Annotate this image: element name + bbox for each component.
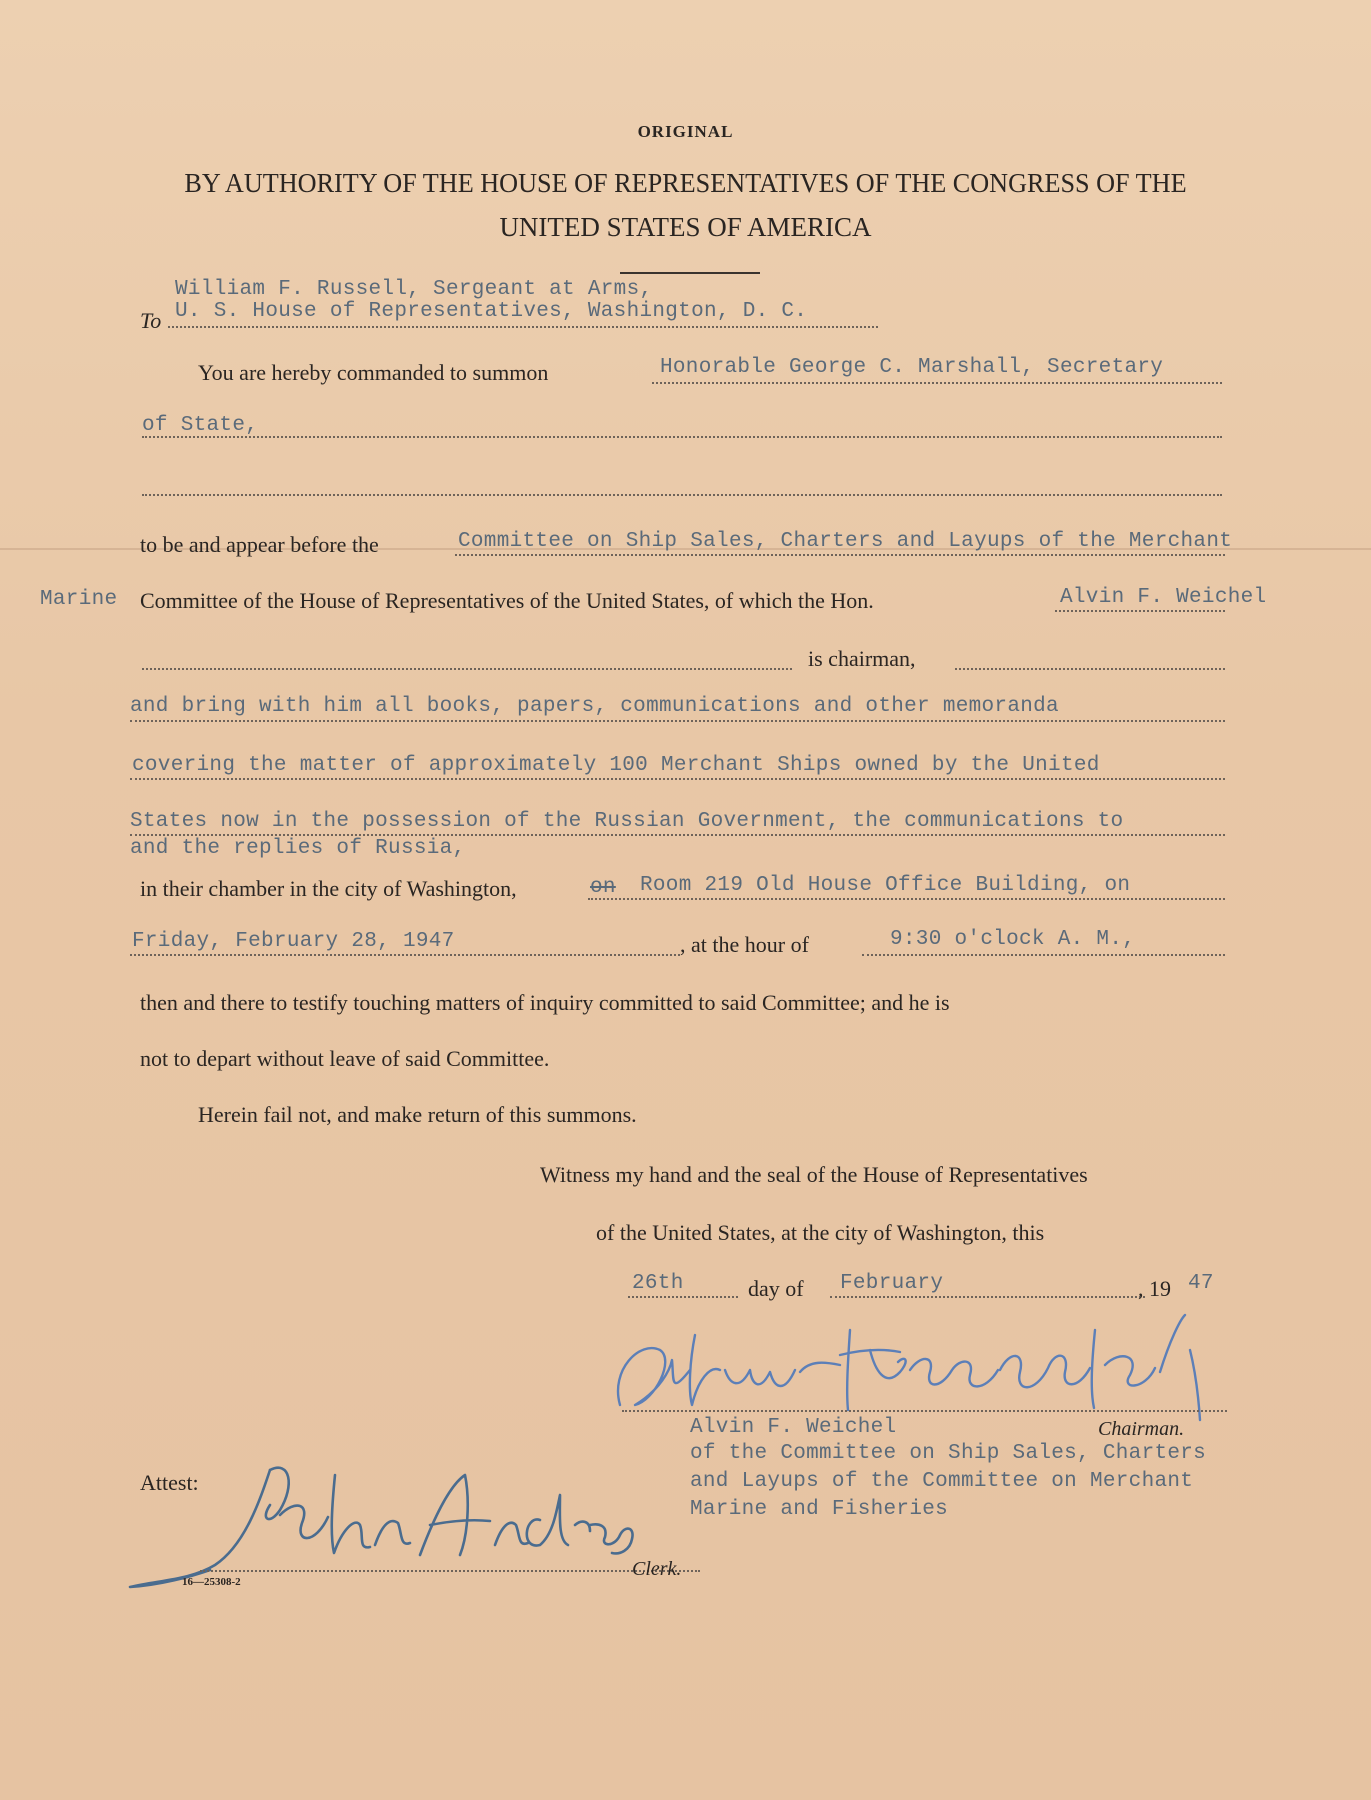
- documents-line-3: States now in the possession of the Russian Government, the communications to: [130, 810, 1124, 833]
- documents-line-1: and bring with him all books, papers, communications and other memoranda: [130, 695, 1059, 718]
- chairman-dotted: [1055, 610, 1225, 612]
- to-label: To: [140, 308, 162, 333]
- witness-year-prefix: , 19: [1138, 1276, 1171, 1301]
- clerk-dotted: [200, 1570, 700, 1572]
- summon-name-line-2: of State,: [142, 414, 259, 437]
- witness-day-of: day of: [748, 1276, 804, 1301]
- to-line-2: U. S. House of Representatives, Washington, D. C.: [175, 300, 808, 323]
- witness-year-suffix: 47: [1188, 1272, 1214, 1295]
- form-number: 16—25308-2: [182, 1576, 241, 1588]
- to-dotted-line: [168, 326, 878, 328]
- attest-label: Attest:: [140, 1470, 199, 1495]
- testify-line-1: then and there to testify touching matters of inquiry committed to said Committee; and he is: [140, 990, 950, 1015]
- place-location: Room 219 Old House Office Building, on: [640, 874, 1131, 897]
- to-line-1: William F. Russell, Sergeant at Arms,: [175, 278, 653, 301]
- summon-prefix: You are hereby commanded to summon: [198, 360, 549, 385]
- chairman-title: Chairman.: [1098, 1418, 1185, 1440]
- documents-line-2: covering the matter of approximately 100 Merchant Ships owned by the United: [132, 754, 1100, 777]
- summon-dotted-1: [652, 382, 1222, 384]
- chairman-typed-name: Alvin F. Weichel: [690, 1416, 897, 1439]
- place-hour: 9:30 o'clock A. M.,: [890, 928, 1136, 951]
- documents-line-4: and the replies of Russia,: [130, 837, 466, 860]
- day-dotted: [628, 1296, 738, 1298]
- is-chairman: is chairman,: [808, 646, 916, 671]
- summon-name-line-1: Honorable George C. Marshall, Secretary: [660, 356, 1164, 379]
- original-label: ORIGINAL: [637, 122, 734, 141]
- date-dotted: [130, 954, 680, 956]
- clerk-label: Clerk.: [632, 1558, 682, 1580]
- chairman-dotted-2: [142, 668, 792, 670]
- appear-prefix: to be and appear before the: [140, 532, 379, 557]
- testify-line-2: not to depart without leave of said Committee.: [140, 1046, 550, 1071]
- witness-line-2: of the United States, at the city of Washington, this: [596, 1220, 1045, 1245]
- committee-line-2-printed: Committee of the House of Representatives of the United States, of which the Hon.: [140, 588, 874, 613]
- committee-line-2-typed: Marine: [40, 588, 118, 611]
- authority-line-1: BY AUTHORITY OF THE HOUSE OF REPRESENTATIVES OF THE CONGRESS OF THE: [184, 168, 1187, 198]
- month-dotted: [830, 1296, 1145, 1298]
- summon-dotted-3: [142, 494, 1222, 496]
- clerk-signature: [120, 1455, 640, 1595]
- witness-day: 26th: [632, 1272, 684, 1295]
- committee-dotted-1: [455, 554, 1225, 556]
- witness-month: February: [840, 1272, 944, 1295]
- chairman-block-line-1: of the Committee on Ship Sales, Charters: [690, 1442, 1207, 1465]
- committee-line-1: Committee on Ship Sales, Charters and Layups of the Merchant: [458, 530, 1233, 553]
- herein-line: Herein fail not, and make return of this summons.: [198, 1102, 637, 1127]
- authority-line-2: UNITED STATES OF AMERICA: [499, 212, 872, 242]
- hour-dotted: [862, 954, 1225, 956]
- hour-prefix: , at the hour of: [680, 932, 809, 957]
- place-dotted: [588, 898, 1225, 900]
- witness-line-1: Witness my hand and the seal of the House of Representatives: [540, 1162, 1088, 1187]
- chairman-block-line-2: and Layups of the Committee on Merchant: [690, 1470, 1194, 1493]
- chairman-block-line-3: Marine and Fisheries: [690, 1498, 949, 1521]
- place-prefix: in their chamber in the city of Washington,: [140, 876, 517, 901]
- place-date: Friday, February 28, 1947: [132, 930, 455, 953]
- chairman-sig-dotted: [622, 1410, 1227, 1412]
- documents-dotted-3: [130, 834, 1225, 836]
- documents-dotted-2: [130, 778, 1225, 780]
- documents-dotted-1: [130, 720, 1225, 722]
- header-rule: [620, 272, 760, 274]
- chairman-signature: [600, 1310, 1250, 1430]
- place-struck: on: [590, 876, 616, 899]
- chairman-dotted-3: [955, 668, 1225, 670]
- chairman-name: Alvin F. Weichel: [1060, 586, 1267, 609]
- summon-dotted-2: [142, 436, 1222, 438]
